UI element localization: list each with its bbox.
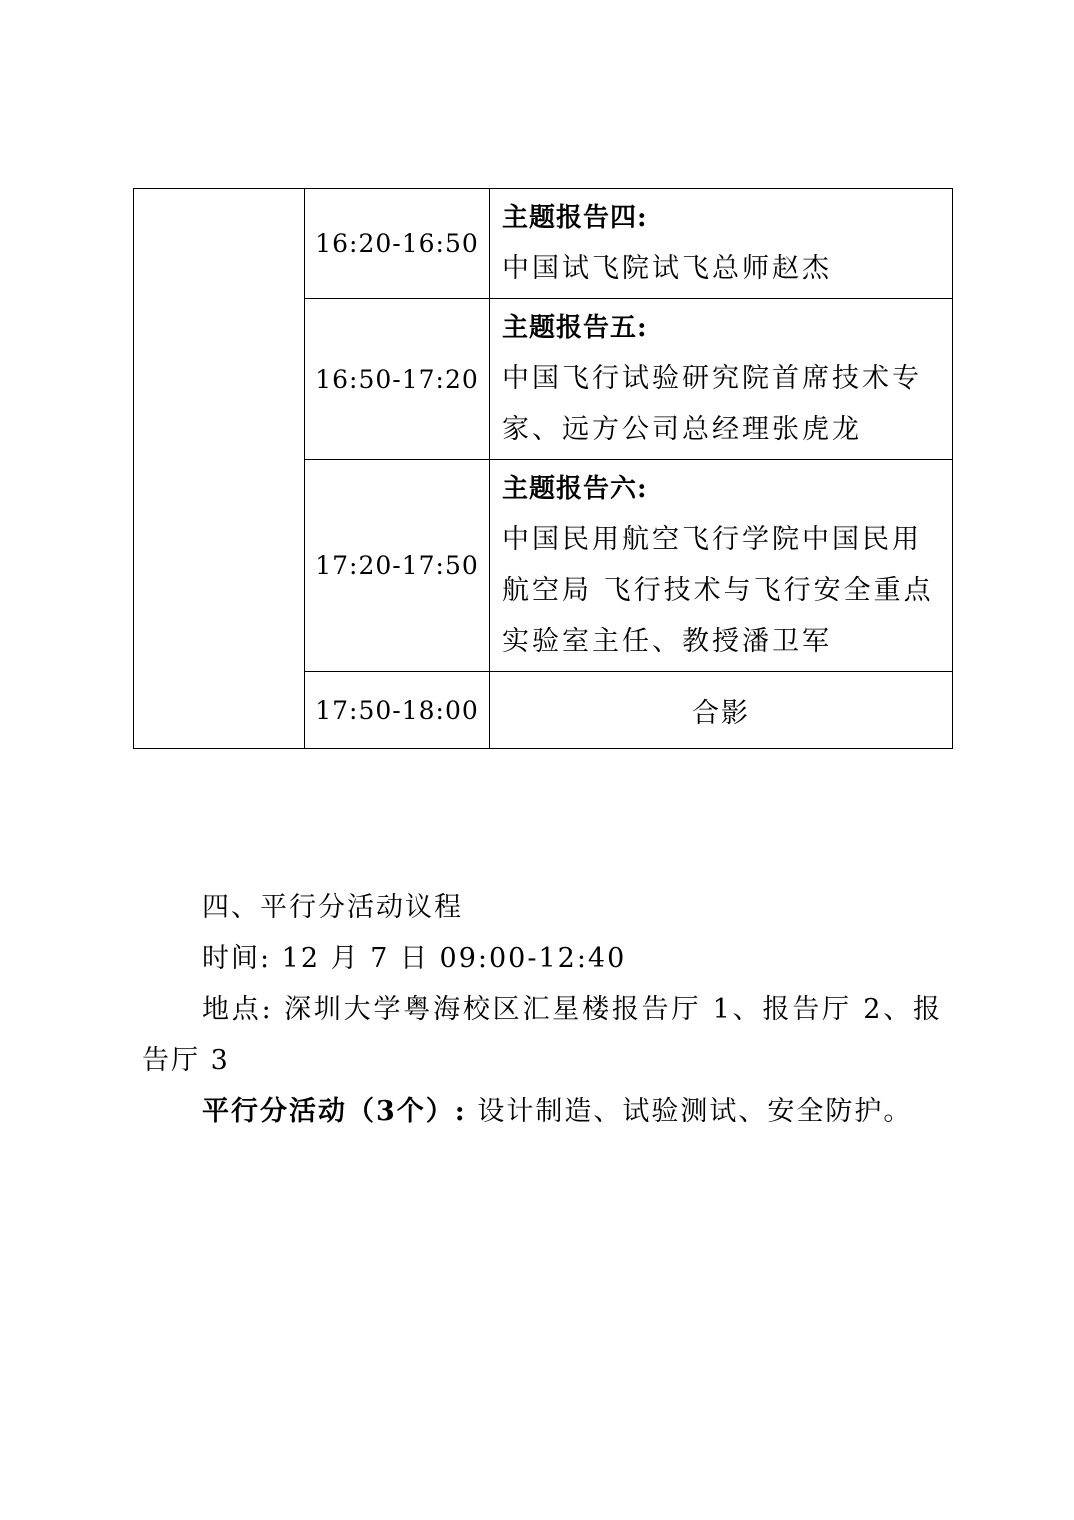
report-speaker: 中国飞行试验研究院首席技术专家、远方公司总经理张虎龙	[502, 363, 922, 445]
photo-session-cell: 合影	[490, 672, 953, 749]
time-cell: 16:50-17:20	[305, 299, 490, 460]
activities-text: 设计制造、试验测试、安全防护。	[466, 1096, 913, 1127]
report-title: 主题报告四:	[502, 203, 648, 233]
report-title: 主题报告六:	[502, 474, 648, 504]
session-cell-empty	[134, 189, 305, 749]
time-line: 时间: 12 月 7 日 09:00-12:40	[202, 943, 627, 974]
time-cell: 17:20-17:50	[305, 460, 490, 672]
schedule-row	[134, 189, 953, 299]
activities-label: 平行分活动（3个）:	[202, 1096, 467, 1127]
report-title: 主题报告五:	[502, 313, 648, 343]
activities-line	[142, 1086, 942, 1137]
report-cell	[490, 460, 953, 672]
schedule-table	[133, 188, 953, 749]
report-speaker: 中国民用航空飞行学院中国民用航空局 飞行技术与飞行安全重点实验室主任、教授潘卫军	[502, 524, 934, 657]
location-line: 地点: 深圳大学粤海校区汇星楼报告厅 1、报告厅 2、报告厅 3	[142, 994, 942, 1076]
time-cell: 17:50-18:00	[305, 672, 490, 749]
report-speaker: 中国试飞院试飞总师赵杰	[502, 253, 832, 284]
report-cell	[490, 189, 953, 299]
time-cell: 16:20-16:50	[305, 189, 490, 299]
report-cell	[490, 299, 953, 460]
section-heading: 四、平行分活动议程	[202, 892, 463, 923]
parallel-activities-section	[142, 882, 942, 1137]
